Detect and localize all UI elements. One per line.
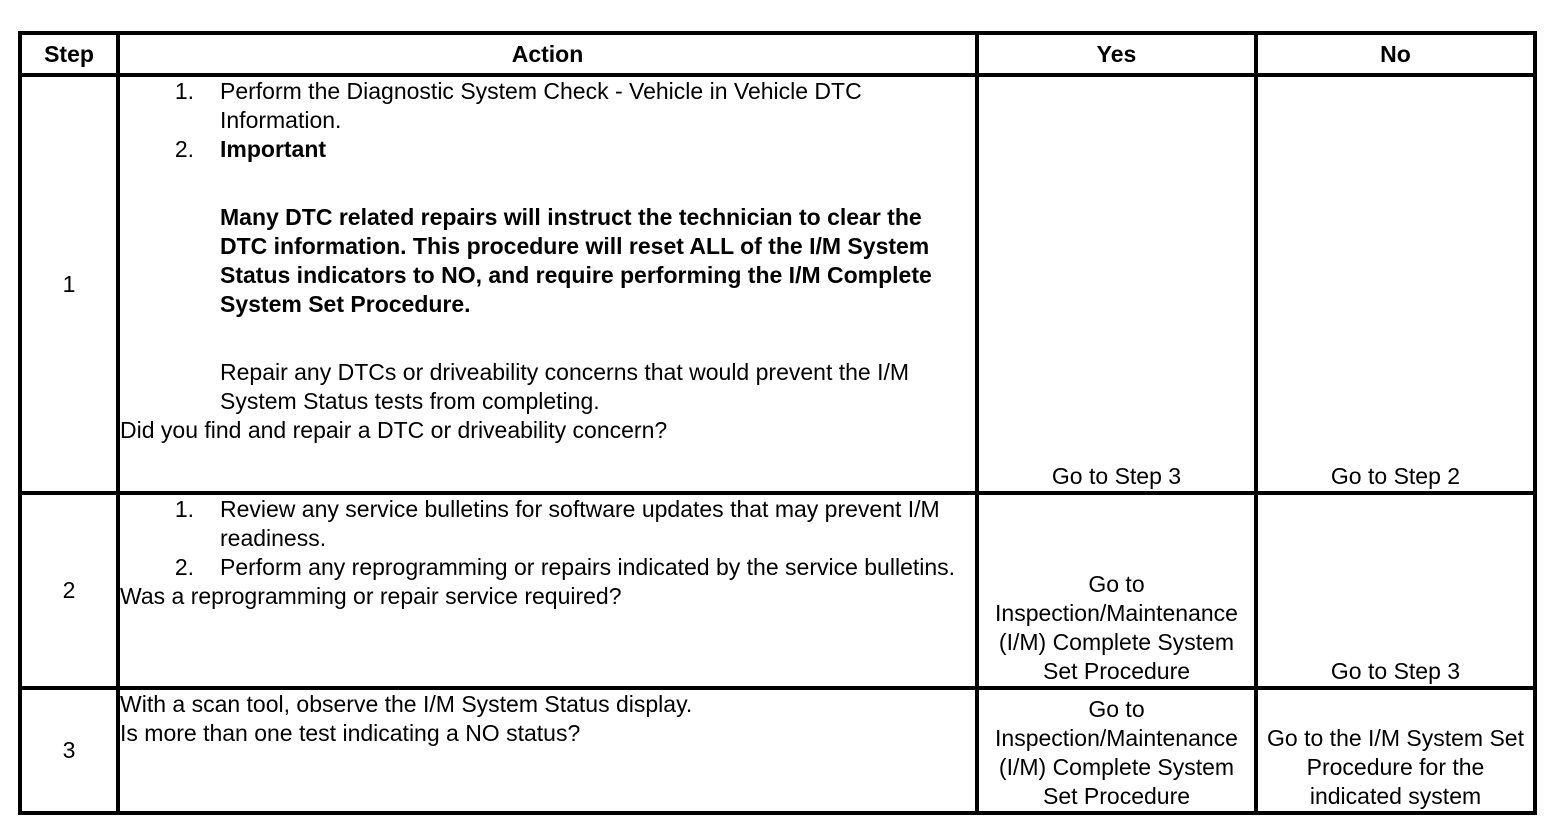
- table-row: [20, 493, 1535, 688]
- header-row: [20, 33, 1535, 75]
- list-item: 1. Review any service bulletins for software updates that may prevent I/M readiness.: [174, 496, 940, 551]
- step-number: 2: [20, 493, 118, 688]
- instruction: With a scan tool, observe the I/M System Status display.: [120, 691, 693, 717]
- action-cell: [118, 493, 977, 688]
- yes-result: Go to Inspection/Maintenance (I/M) Complete System Set Procedure: [977, 688, 1256, 813]
- header-action: Action: [118, 33, 977, 75]
- action-step-list: [120, 77, 975, 164]
- question: Is more than one test indicating a NO status?: [120, 720, 581, 746]
- step-number: 1: [20, 75, 118, 493]
- yes-result: Go to Inspection/Maintenance (I/M) Complete System Set Procedure: [977, 493, 1256, 688]
- action-cell: [118, 75, 977, 493]
- question: Was a reprogramming or repair service required?: [120, 583, 622, 609]
- table-row: [20, 75, 1535, 493]
- no-result: Go to Step 3: [1256, 493, 1535, 688]
- header-no: No: [1256, 33, 1535, 75]
- important-note: Many DTC related repairs will instruct the technician to clear the DTC information. This procedure will reset ALL of the I/M System Status indicators to NO, and require performing the I/M Complete System Set Procedure.: [220, 204, 932, 317]
- table-row: [20, 688, 1535, 813]
- step-number: 3: [20, 688, 118, 813]
- important-title: Important: [220, 136, 327, 162]
- action-cell: [118, 688, 977, 813]
- yes-result: Go to Step 3: [977, 75, 1256, 493]
- no-result: Go to Step 2: [1256, 75, 1535, 493]
- action-step-list: [120, 495, 975, 582]
- no-result: Go to the I/M System Set Procedure for the indicated system: [1256, 688, 1535, 813]
- list-item: 2. Important: [120, 135, 975, 164]
- list-item: 2. Perform any reprogramming or repairs indicated by the service bulletins.: [174, 554, 956, 580]
- repair-instruction: Repair any DTCs or driveability concerns that would prevent the I/M System Status tests from completing.: [220, 359, 910, 414]
- diagnostic-table: [18, 31, 1537, 815]
- question: Did you find and repair a DTC or driveability concern?: [120, 417, 668, 443]
- list-item: 1. Perform the Diagnostic System Check - Vehicle in Vehicle DTC Information.: [174, 78, 862, 133]
- header-yes: Yes: [977, 33, 1256, 75]
- header-step: Step: [20, 33, 118, 75]
